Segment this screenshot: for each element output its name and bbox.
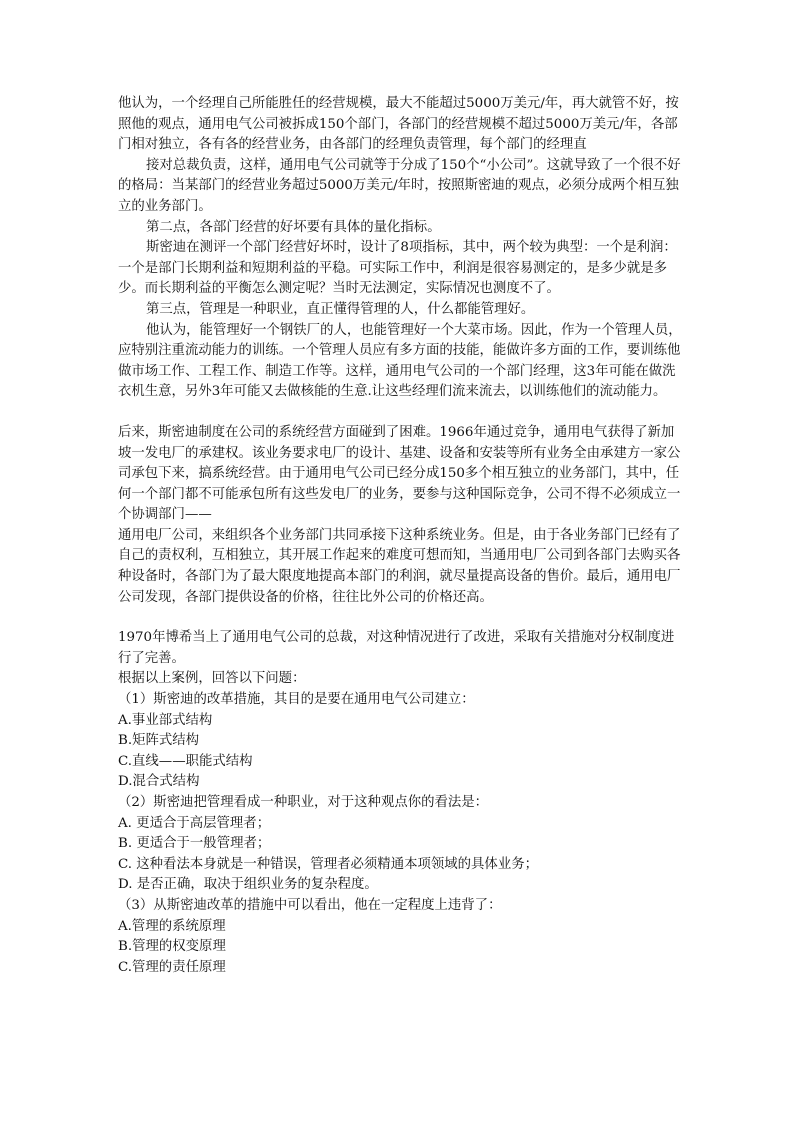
option-b: B.管理的权变原理 xyxy=(118,939,226,955)
question-stem: （3）从斯密迪改革的措施中可以看出，他在一定程度上违背了： xyxy=(118,897,502,913)
spacer xyxy=(118,403,684,423)
option-c: C.管理的责任原理 xyxy=(118,959,226,975)
option-a: A.管理的系统原理 xyxy=(118,918,226,934)
option-c: C. 这种看法本身就是一种错误，管理者必须精通本项领域的具体业务； xyxy=(118,856,538,872)
paragraph: 他认为，一个经理自己所能胜任的经营规模，最大不能超过5000万美元/年，再大就管不好，按照他的观点，通用电气公司被拆成150个部门，各部门的经营规模不超过5000万美元/年，各部门相对独立，各有各的经营业务，由各部门的经理负责管理，每个部门的经理直 xyxy=(118,96,679,153)
paragraph: 1970年博希当上了通用电气公司的总裁，对这种情况进行了改进，采取有关措施对分权制度进行了完善。 xyxy=(118,630,675,666)
document-page xyxy=(118,94,684,978)
spacer xyxy=(118,608,684,628)
paragraph: 接对总裁负责，这样，通用电气公司就等于分成了150个“小公司”。这就导致了一个很不好的格局：当某部门的经营业务超过5000万美元/年时，按照斯密迪的观点，必须分成两个相互独立的业务部门。 xyxy=(118,157,681,214)
paragraph: 斯密迪在测评一个部门经营好坏时，设计了8项指标，其中，两个较为典型：一个是利润：一个是部门长期利益和短期利益的平稳。可实际工作中，利润是很容易测定的，是多少就是多少。而长期利益的平衡怎么测定呢？当时无法测定，实际情况也测度不了。 xyxy=(118,240,677,297)
paragraph-point-three: 第三点，管理是一种职业，直正懂得管理的人，什么都能管理好。 xyxy=(146,301,535,317)
question-stem: （1）斯密迪的改革措施，其目的是要在通用电气公司建立： xyxy=(118,692,475,708)
option-d: D. 是否正确，取决于组织业务的复杂程度。 xyxy=(118,877,378,893)
option-d: D.混合式结构 xyxy=(118,774,200,790)
option-b: B. 更适合于一般管理者； xyxy=(118,836,271,852)
question-2 xyxy=(118,793,684,896)
question-1 xyxy=(118,690,684,793)
paragraph: 他认为，能管理好一个钢铁厂的人，也能管理好一个大菜市场。因此，作为一个管理人员，应特别注重流动能力的训练。一个管理人员应有多方面的技能，能做许多方面的工作，要训练他做市场工作、工程工作、制造工作等。这样，通用电气公司的一个部门经理，这3年可能在做洗衣机生意，另外3年可能又去做核能的生意.让这些经理们流来流去，以训练他们的流动能力。 xyxy=(118,322,682,400)
questions-intro: 根据以上案例，回答以下问题： xyxy=(118,671,306,687)
option-a: A.事业部式结构 xyxy=(118,712,213,728)
paragraph-point-two: 第二点，各部门经营的好坏要有具体的量化指标。 xyxy=(146,219,441,235)
paragraph: 通用电厂公司，来组织各个业务部门共同承接下这种系统业务。但是，由于各业务部门已经有了自己的责权利，互相独立，其开展工作起来的难度可想而知，当通用电厂公司到各部门去购买各种设备时，各部门为了最大限度地提高本部门的利润，就尽量提高设备的售价。最后，通用电厂公司发现，各部门提供设备的价格，往往比外公司的价格还高。 xyxy=(118,527,681,605)
option-c: C.直线——职能式结构 xyxy=(118,753,253,769)
option-a: A. 更适合于高层管理者； xyxy=(118,815,271,831)
question-stem: （2）斯密迪把管理看成一种职业，对于这种观点你的看法是： xyxy=(118,795,489,810)
option-b: B.矩阵式结构 xyxy=(118,733,200,749)
paragraph: 后来，斯密迪制度在公司的系统经营方面碰到了困难。1966年通过竞争，通用电气获得了新加坡一发电厂的承建权。该业务要求电厂的设计、基建、设备和安装等所有业务全由承建方一家公司承包下来，搞系统经营。由于通用电气公司已经分成150多个相互独立的业务部门，其中，任何一个部门都不可能承包所有这些发电厂的业务，要参与这种国际竞争，公司不得不必须成立一个协调部门—— xyxy=(118,424,681,523)
question-3 xyxy=(118,896,684,978)
